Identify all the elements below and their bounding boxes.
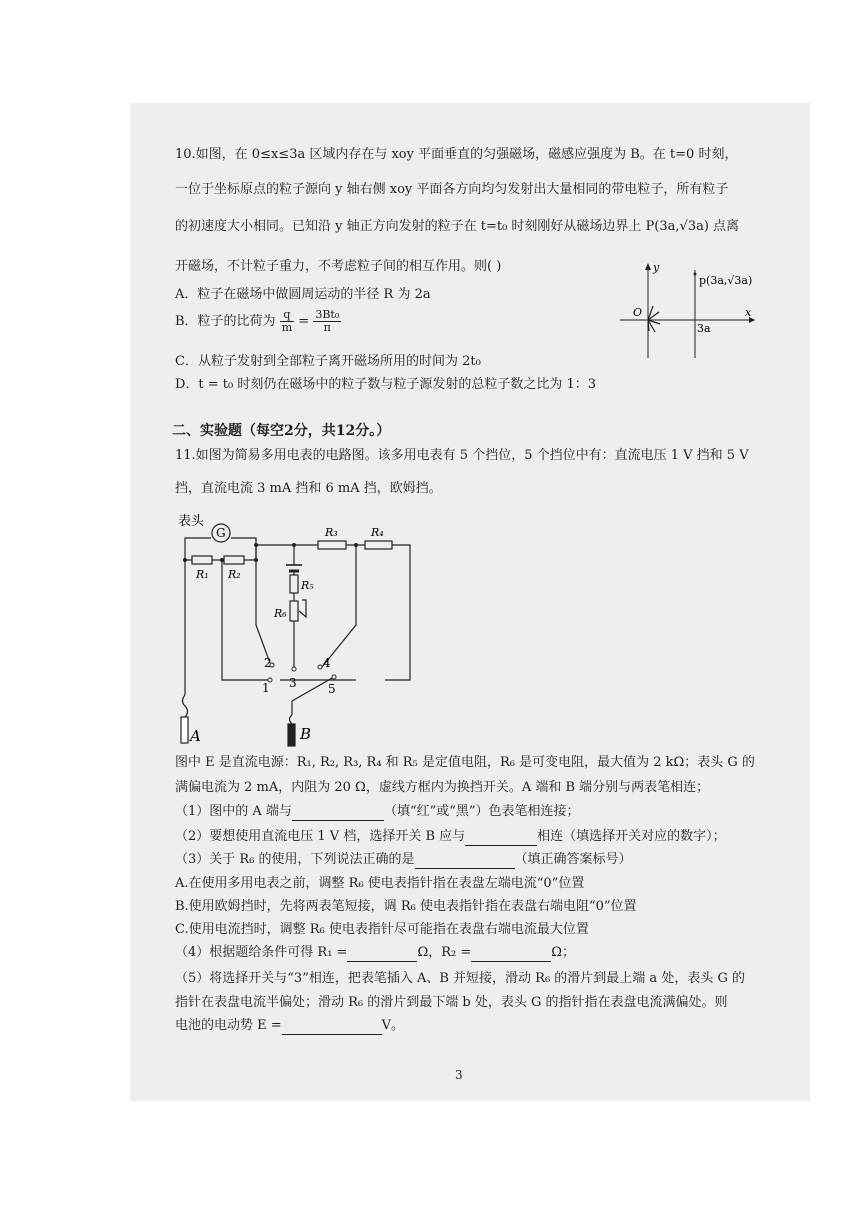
node-dot (183, 558, 187, 562)
q10-line-3 (175, 218, 739, 236)
sub-4-mid: Ω，R₂ = (417, 945, 472, 960)
sub-1-text: （1）图中的 A 端与 (175, 804, 292, 819)
r1-label: R₁ (196, 568, 209, 581)
sub-4-text: （4）根据题给条件可得 R₁ = (175, 945, 348, 960)
q11-sub-4 (175, 944, 575, 962)
contact-3 (292, 667, 296, 671)
origin-label: O (633, 306, 643, 319)
frac-denominator: π (323, 321, 331, 334)
fraction-q-over-m (280, 309, 294, 334)
sub-4-end: Ω； (551, 945, 576, 960)
q11-sub-5-line-2: 指针在表盘电流半偏处；滑动 R₆ 的滑片到最下端 b 处，表头 G 的指针指在表盘电流满偏处。则 (175, 995, 728, 1010)
q10-line-3-end: 点离 (708, 219, 740, 234)
q11-sub-3 (175, 851, 632, 869)
sub-5-text: 电池的电动势 E = (175, 1018, 282, 1033)
terminal-b-label: B (300, 725, 312, 743)
contact-label-4: 4 (323, 656, 331, 670)
q11-desc-2: 满偏电流为 2 mA，内阻为 20 Ω，虚线方框内为换挡开关。A 端和 B 端分别与两表笔相连； (175, 780, 710, 795)
answer-blank-emf[interactable] (282, 1020, 382, 1035)
meter-head-label: 表头 (178, 514, 205, 529)
sub-3-text: （3）关于 R₆ 的使用，下列说法正确的是 (175, 852, 415, 867)
node-dot (254, 543, 258, 547)
q11-sub-1 (175, 803, 580, 821)
node-dot (354, 543, 358, 547)
resistor-r1 (192, 556, 212, 564)
contact-label-3: 3 (289, 676, 297, 690)
q10-line-4: 开磁场，不计粒子重力，不考虑粒子间的相互作用。则( ) (175, 259, 502, 274)
contact-label-1: 1 (262, 681, 270, 695)
q10-option-d: D．t = t₀ 时刻仍在磁场中的粒子数与粒子源发射的总粒子数之比为 1：3 (175, 377, 597, 392)
probe-b-lead (290, 715, 293, 724)
point-p-label: p(3a,√3a) (699, 274, 753, 287)
r5-label: R₅ (301, 579, 314, 592)
q11-sub-5-line-3 (175, 1017, 404, 1035)
answer-blank-1[interactable] (292, 806, 384, 821)
node-dot (220, 558, 224, 562)
answer-blank-r1[interactable] (347, 947, 417, 962)
probe-a-icon (181, 717, 188, 743)
page-number: 3 (455, 1068, 463, 1082)
equals-sign: = (298, 314, 310, 329)
resistor-r2 (224, 556, 244, 564)
point-p-marker (694, 273, 697, 276)
q10-line-3-start: 的初速度大小相同。已知沿 y 轴正方向发射的粒子在 t=t₀ 时刻刚好从磁场边界上 (175, 219, 646, 234)
contact-5 (332, 675, 336, 679)
y-axis-arrow (645, 263, 651, 270)
node-dot (292, 543, 296, 547)
sub-5-unit: V。 (381, 1018, 405, 1033)
x-3a-label: 3a (697, 322, 711, 335)
variable-resistor-r6 (290, 601, 298, 621)
contact-label-5: 5 (328, 682, 336, 696)
resistor-r4 (365, 541, 392, 549)
q11-intro-1: 11.如图为简易多用电表的电路图。该多用电表有 5 个挡位，5 个挡位中有：直流电压 1 V 挡和 5 V (175, 448, 749, 463)
frac-numerator: 3Bt₀ (315, 308, 340, 321)
frac-denominator: m (281, 321, 293, 334)
multimeter-circuit-diagram (170, 505, 430, 755)
sub-2-hint: 相连（填选择开关对应的数字）； (537, 829, 726, 844)
q10-option-a: A．粒子在磁场中做圆周运动的半径 R 为 2a (175, 287, 431, 302)
q10-line-1: 10.如图，在 0≤x≤3a 区域内存在与 xoy 平面垂直的匀强磁场，磁感应强度为 B。在 t=0 时刻， (175, 147, 738, 162)
q10-option-c: C．从粒子发射到全部粒子离开磁场所用的时间为 2t₀ (175, 354, 481, 369)
q11-choice-c: C.使用电流挡时，调整 R₆ 使电表指针尽可能指在表盘右端电流最大位置 (175, 922, 589, 937)
node-dot (254, 558, 258, 562)
wire (322, 545, 356, 667)
sub-3-hint: （填正确答案标号） (514, 852, 632, 867)
q10-option-b-label: B．粒子的比荷为 (175, 314, 276, 329)
fraction-3bt0-over-pi (313, 309, 341, 334)
q11-intro-2: 挡，直流电流 3 mA 挡和 6 mA 挡，欧姆挡。 (175, 481, 442, 496)
frac-numerator: q (280, 309, 294, 322)
sub-2-text: （2）要想使用直流电压 1 V 档，选择开关 B 应与 (175, 829, 466, 844)
x-axis-label: x (745, 306, 752, 319)
y-axis-label: y (653, 261, 660, 274)
wire (385, 545, 410, 680)
answer-blank-r2[interactable] (471, 947, 551, 962)
q11-sub-5-line-1: （5）将选择开关与“3”相连，把表笔插入 A、B 并短接，滑动 R₆ 的滑片到最上端 a 处，表头 G 的 (175, 971, 745, 986)
answer-blank-2[interactable] (465, 831, 537, 846)
point-p-text: P(3a,√3a) (645, 219, 709, 234)
q11-sub-2 (175, 828, 726, 846)
resistor-r3 (318, 541, 346, 549)
q11-desc-1: 图中 E 是直流电源：R₁, R₂, R₃, R₄ 和 R₅ 是定值电阻，R₆ 是可变电阻，最大值为 2 kΩ；表头 G 的 (175, 755, 755, 770)
q11-choice-b: B.使用欧姆挡时，先将两表笔短接，调 R₆ 使电表指针指在表盘右端电阻“0”位置 (175, 899, 637, 914)
q11-choice-a: A.在使用多用电表之前，调整 R₆ 使电表指针指在表盘左端电流“0”位置 (175, 876, 585, 891)
r4-label: R₄ (371, 526, 384, 539)
r2-label: R₂ (228, 568, 241, 581)
answer-blank-3[interactable] (415, 854, 515, 869)
wire (256, 560, 270, 663)
probe-b-icon (288, 724, 295, 746)
sub-1-hint: （填“红”或“黑”）色表笔相连接； (383, 804, 580, 819)
r3-label: R₃ (325, 526, 338, 539)
q10-line-2: 一位于坐标原点的粒子源向 y 轴右侧 xoy 平面各方向均匀发射出大量相同的带电粒子，所有粒子 (175, 182, 729, 197)
magnetic-field-figure (615, 258, 765, 363)
contact-4 (318, 665, 322, 669)
terminal-a-label: A (190, 727, 201, 745)
galvanometer-symbol: G (216, 526, 226, 540)
rheostat-slider (299, 600, 306, 617)
resistor-r5 (290, 575, 298, 593)
section-title: 二、实验题（每空2分，共12分。） (172, 423, 391, 439)
r6-label: R₆ (274, 607, 287, 620)
contact-label-2: 2 (264, 656, 272, 670)
q10-option-b (175, 309, 341, 334)
probe-a-lead (183, 695, 188, 717)
